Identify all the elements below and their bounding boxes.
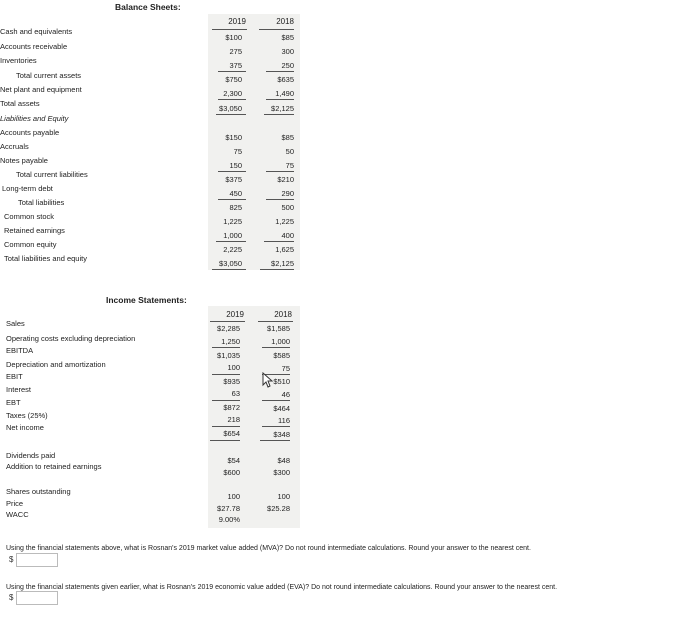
balance-section-heading: Liabilities and Equity xyxy=(0,114,69,123)
income-value-2019: 1,250 xyxy=(221,337,240,346)
balance-value-2019: 1,000 xyxy=(223,231,242,240)
balance-row-label: Accounts payable xyxy=(0,128,60,137)
income-value-2018: $585 xyxy=(273,351,290,360)
eva-answer-input[interactable] xyxy=(16,591,58,605)
income-subtotal-rule xyxy=(212,374,240,375)
income-value-2018: $464 xyxy=(273,404,290,413)
question-mva: Using the financial statements above, what is Rosnan's 2019 market value added (MVA)? Do not round intermediate calculations. Round your answer to the nearest cent. xyxy=(6,545,531,552)
income-row-label: EBITDA xyxy=(6,346,34,355)
balance-row-label: Cash and equivalents xyxy=(0,27,73,36)
balance-row-label: Total liabilities xyxy=(18,198,65,207)
balance-row-label: Retained earnings xyxy=(4,226,65,235)
income-value-2018: $1,585 xyxy=(267,324,290,333)
income-value-2019: $600 xyxy=(223,468,240,477)
income-value-2018: 100 xyxy=(277,492,290,501)
balance-value-2019: 375 xyxy=(229,61,242,70)
currency-symbol: $ xyxy=(9,593,14,602)
balance-value-2019: 1,225 xyxy=(223,217,242,226)
income-value-2019: $54 xyxy=(227,456,240,465)
income-value-2019: 100 xyxy=(227,363,240,372)
income-subtotal-rule xyxy=(212,400,240,401)
balance-value-2018: 400 xyxy=(281,231,294,240)
balance-value-2018: 500 xyxy=(281,203,294,212)
income-row-label: EBIT xyxy=(6,372,23,381)
balance-value-2018: 50 xyxy=(285,147,294,156)
balance-row-label: Net plant and equipment xyxy=(0,85,82,94)
income-year-2019: 2019 xyxy=(226,310,244,319)
income-value-2019: $27.78 xyxy=(217,504,240,513)
balance-value-2019: 2,225 xyxy=(223,245,242,254)
balance-row-label: Common equity xyxy=(4,240,57,249)
balance-value-2019: $375 xyxy=(225,175,242,184)
income-header-rule xyxy=(258,321,293,322)
income-value-2019: 100 xyxy=(227,492,240,501)
currency-symbol: $ xyxy=(9,555,14,564)
income-statement-title: Income Statements: xyxy=(106,295,187,305)
mva-answer-input[interactable] xyxy=(16,553,58,567)
balance-subtotal-rule xyxy=(216,241,246,242)
income-value-2018: 116 xyxy=(278,416,290,425)
balance-value-2019: 450 xyxy=(229,189,242,198)
balance-row-label: Total current assets xyxy=(16,71,82,80)
balance-value-2019: $100 xyxy=(225,33,242,42)
income-total-rule xyxy=(210,440,240,441)
balance-subtotal-rule xyxy=(266,199,294,200)
income-subtotal-rule xyxy=(262,426,290,427)
balance-value-2018: 1,225 xyxy=(275,217,294,226)
income-row-label: Addition to retained earnings xyxy=(6,462,102,471)
income-header-rule xyxy=(210,321,245,322)
income-row-label: Dividends paid xyxy=(6,451,56,460)
income-row-label: Shares outstanding xyxy=(6,487,71,496)
balance-year-2018: 2018 xyxy=(276,17,294,26)
balance-row-label: Inventories xyxy=(0,56,37,65)
balance-row-label: Long-term debt xyxy=(2,184,53,193)
balance-value-2018: 290 xyxy=(281,189,294,198)
balance-subtotal-rule xyxy=(266,71,294,72)
income-row-label: Interest xyxy=(6,385,32,394)
income-subtotal-rule xyxy=(262,347,290,348)
income-value-2019: $1,035 xyxy=(217,351,240,360)
income-value-2019: 63 xyxy=(231,389,240,398)
balance-row-label: Total assets xyxy=(0,99,40,108)
income-value-2018: $48 xyxy=(277,456,290,465)
income-value-2019: $654 xyxy=(223,429,240,438)
balance-total-rule xyxy=(212,269,246,270)
balance-row-label: Notes payable xyxy=(0,156,48,165)
income-subtotal-rule xyxy=(212,347,240,348)
income-value-2018: 75 xyxy=(281,364,290,373)
income-value-2018: 1,000 xyxy=(271,337,290,346)
income-value-2019: 218 xyxy=(227,415,240,424)
income-value-2018: $510 xyxy=(273,377,290,386)
balance-value-2018: 75 xyxy=(285,161,294,170)
income-row-label: Net income xyxy=(6,423,44,432)
balance-subtotal-rule xyxy=(218,99,246,100)
income-value-2019: 9.00% xyxy=(218,515,240,524)
balance-row-label: Accounts receivable xyxy=(0,42,68,51)
income-row-label: Taxes (25%) xyxy=(6,411,48,420)
balance-value-2018: $635 xyxy=(277,75,294,84)
income-subtotal-rule xyxy=(262,400,290,401)
balance-value-2019: 275 xyxy=(229,47,242,56)
balance-year-2019: 2019 xyxy=(228,17,246,26)
income-row-label: WACC xyxy=(6,510,29,519)
balance-subtotal-rule xyxy=(218,171,246,172)
balance-sheet-title: Balance Sheets: xyxy=(115,2,181,12)
cursor-arrow-icon xyxy=(262,372,274,388)
income-row-label: EBT xyxy=(6,398,21,407)
question-eva: Using the financial statements given earlier, what is Rosnan's 2019 economic value added (EVA)? Do not round intermediate calculations. Round your answer to the nearest cent. xyxy=(6,584,558,591)
income-row-label: Price xyxy=(6,499,24,508)
balance-value-2018: $2,125 xyxy=(271,104,294,113)
balance-subtotal-rule xyxy=(266,99,294,100)
balance-value-2018: 1,490 xyxy=(275,89,294,98)
balance-row-label: Total liabilities and equity xyxy=(4,254,87,263)
balance-value-2018: $210 xyxy=(277,175,294,184)
income-row-label: Operating costs excluding depreciation xyxy=(6,334,136,343)
income-year-2018: 2018 xyxy=(274,310,292,319)
balance-header-rule xyxy=(212,29,247,30)
balance-value-2018: 250 xyxy=(281,61,294,70)
balance-total-rule xyxy=(260,269,294,270)
income-total-rule xyxy=(260,440,290,441)
balance-value-2019: $750 xyxy=(225,75,242,84)
income-value-2019: $872 xyxy=(223,403,240,412)
income-row-label: Sales xyxy=(6,319,25,328)
balance-subtotal-rule xyxy=(266,171,294,172)
balance-value-2019: $3,050 xyxy=(219,259,242,268)
income-value-2018: $348 xyxy=(273,430,290,439)
income-value-2019: $2,285 xyxy=(217,324,240,333)
balance-row-label: Accruals xyxy=(0,142,29,151)
balance-value-2019: 2,300 xyxy=(223,89,242,98)
balance-value-2018: $85 xyxy=(281,33,294,42)
balance-subtotal-rule xyxy=(218,199,246,200)
income-value-2018: 46 xyxy=(281,390,290,399)
balance-value-2019: 75 xyxy=(233,147,242,156)
balance-value-2018: $85 xyxy=(281,133,294,142)
balance-value-2019: $3,050 xyxy=(219,104,242,113)
balance-header-rule xyxy=(259,29,294,30)
balance-value-2018: 300 xyxy=(281,47,294,56)
balance-value-2019: 825 xyxy=(229,203,242,212)
income-value-2019: $935 xyxy=(223,377,240,386)
income-value-2018: $300 xyxy=(273,468,290,477)
balance-row-label: Common stock xyxy=(4,212,55,221)
balance-subtotal-rule xyxy=(264,241,294,242)
balance-total-rule xyxy=(216,114,246,115)
balance-value-2018: $2,125 xyxy=(271,259,294,268)
income-subtotal-rule xyxy=(212,426,240,427)
balance-value-2019: $150 xyxy=(225,133,242,142)
balance-row-label: Total current liabilities xyxy=(16,170,88,179)
balance-value-2019: 150 xyxy=(229,161,242,170)
balance-total-rule xyxy=(264,114,294,115)
balance-subtotal-rule xyxy=(218,71,246,72)
balance-value-2018: 1,625 xyxy=(275,245,294,254)
income-value-2018: $25.28 xyxy=(267,504,290,513)
income-row-label: Depreciation and amortization xyxy=(6,360,106,369)
